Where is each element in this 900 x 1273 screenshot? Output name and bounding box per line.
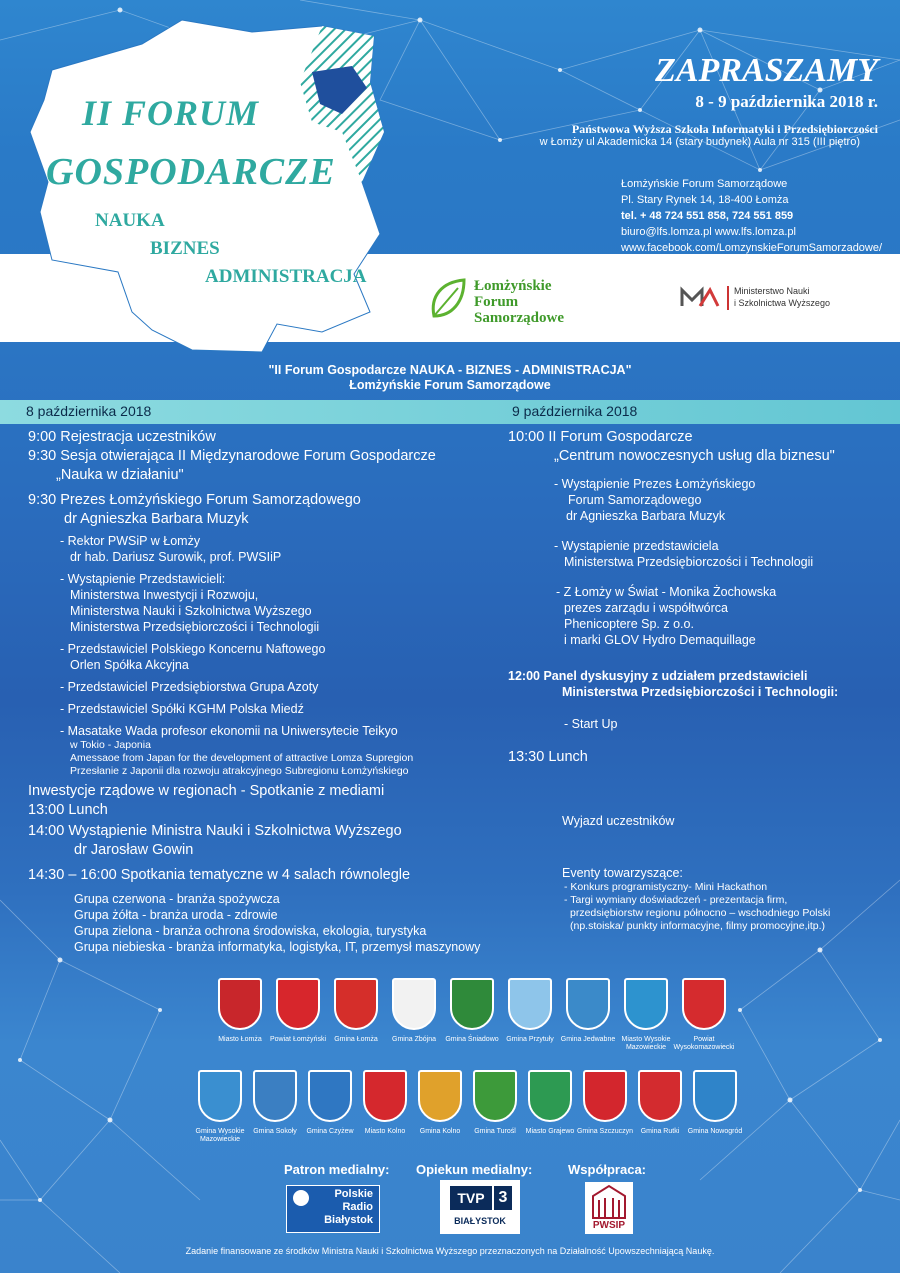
coat-of-arms-label: Gmina Zbójna	[392, 1036, 436, 1043]
lfs-logo-line: Samorządowe	[474, 310, 564, 326]
schedule-item: Ministerstwa Przedsiębiorczości i Technologii:	[562, 685, 839, 699]
radio-logo-text	[324, 1188, 373, 1227]
opiekun-label: Opiekun medialny:	[416, 1162, 533, 1177]
event-dates: 8 - 9 października 2018 r.	[695, 92, 878, 111]
ministry-logo-icon	[680, 286, 720, 308]
subtitle-administracja: ADMINISTRACJA	[205, 266, 367, 287]
schedule-item: - Z Łomży w Świat - Monika Żochowska	[556, 585, 777, 599]
schedule-item: - Konkurs programistyczny- Mini Hackathon	[564, 881, 768, 893]
schedule-item: (np.stoiska/ punkty informacyjne, filmy promocyjne,itp.)	[570, 920, 826, 932]
schedule-item: 13:30 Lunch	[508, 749, 588, 765]
contact-block	[621, 176, 882, 256]
schedule-item: w Tokio - Japonia	[70, 739, 151, 751]
coat-of-arms-icon	[450, 978, 494, 1030]
ministry-logo-text	[734, 285, 830, 309]
schedule-item: Ministerstwa Inwestycji i Rozwoju,	[70, 588, 259, 602]
coat-of-arms-icon	[334, 978, 378, 1030]
schedule-item: - Rektor PWSiP w Łomży	[60, 534, 201, 548]
title-line-2: GOSPODARCZE	[46, 151, 336, 193]
subtitle-nauka: NAUKA	[95, 210, 165, 231]
coat-of-arms-label: Miasto Wysokie Mazowieckie	[621, 1036, 671, 1051]
schedule-item: Forum Samorządowego	[568, 493, 702, 507]
patron-label: Patron medialny:	[284, 1162, 390, 1177]
radio-bialystok-logo	[286, 1185, 380, 1233]
schedule-item: - Wystąpienie Prezes Łomżyńskiego	[554, 477, 756, 491]
coat-of-arms-label: Gmina Kolno	[419, 1128, 461, 1135]
coat-of-arms-label: Gmina Łomża	[334, 1036, 378, 1043]
crests-row-2	[0, 1070, 900, 1160]
radio-logo-line: Polskie	[334, 1188, 373, 1200]
coat-of-arms-label: Gmina Przytuły	[506, 1036, 554, 1043]
schedule-item: 13:00 Lunch	[28, 802, 108, 818]
schedule-item: - Start Up	[564, 717, 618, 731]
tvp-box: TVP	[450, 1186, 492, 1210]
schedule-item: Ministerstwa Przedsiębiorczości i Technologii	[70, 620, 320, 634]
coat-of-arms-label: Gmina Turośl	[474, 1128, 516, 1135]
coat-of-arms-label: Gmina Nowogród	[687, 1128, 743, 1135]
tvp-city: BIAŁYSTOK	[454, 1216, 506, 1226]
subtitle-biznes: BIZNES	[150, 238, 220, 259]
schedule-item: 9:00 Rejestracja uczestników	[28, 429, 216, 445]
schedule-item: - Wystąpienie przedstawiciela	[554, 539, 719, 553]
schedule-item: 9:30 Sesja otwierająca II Międzynarodowe Forum Gospodarcze	[28, 448, 436, 464]
tvp-number: 3	[494, 1186, 512, 1210]
coat-of-arms-icon	[198, 1070, 242, 1122]
schedule-item: Eventy towarzyszące:	[562, 866, 683, 880]
schedule-item: Amessaoe from Japan for the development of attractive Lomza Supregion	[70, 752, 414, 764]
ministry-divider	[727, 286, 729, 310]
contact-address: Pl. Stary Rynek 14, 18-400 Łomża	[621, 194, 789, 206]
coat-of-arms-label: Gmina Jedwabne	[560, 1036, 616, 1043]
lfs-logo-text	[474, 278, 564, 326]
schedule-item: 14:30 – 16:00 Spotkania tematyczne w 4 salach równolegle	[28, 867, 411, 883]
coat-of-arms-label: Miasto Łomża	[218, 1036, 262, 1043]
schedule-item: 12:00 Panel dyskusyjny z udziałem przedstawicieli	[508, 669, 808, 683]
coat-of-arms-label: Gmina Czyżew	[306, 1128, 354, 1135]
schedule-item: Inwestycje rządowe w regionach - Spotkanie z mediami	[28, 783, 385, 799]
footer-note: Zadanie finansowane ze środków Ministra Nauki i Szkolnictwa Wyższego przeznaczonych na Działalność Upowszechniającą Naukę.	[185, 1246, 715, 1256]
coat-of-arms-icon	[308, 1070, 352, 1122]
schedule-item: i marki GLOV Hydro Demaquillage	[564, 633, 756, 647]
schedule-item: Ministerstwa Nauki i Szkolnictwa Wyższego	[70, 604, 312, 618]
coat-of-arms-label: Miasto Kolno	[364, 1128, 406, 1135]
coat-of-arms-icon	[682, 978, 726, 1030]
schedule-item: 10:00 II Forum Gospodarcze	[508, 429, 693, 445]
day2-date: 9 października 2018	[512, 403, 638, 419]
schedule-item: dr hab. Dariusz Surowik, prof. PWSIiP	[70, 550, 282, 564]
schedule-item: „Centrum nowoczesnych usług dla biznesu"	[554, 448, 835, 464]
schedule-item: dr Jarosław Gowin	[74, 842, 194, 858]
wspolpraca-label: Współpraca:	[568, 1162, 647, 1177]
schedule-item: - Przedstawiciel Spółki KGHM Polska Miedź	[60, 702, 304, 716]
day1-schedule	[28, 428, 508, 955]
coat-of-arms-icon	[566, 978, 610, 1030]
lfs-leaf-icon	[428, 276, 468, 322]
coat-of-arms-icon	[276, 978, 320, 1030]
schedule-item: Grupa czerwona - branża spożywcza	[74, 892, 280, 906]
radio-logo-line: Białystok	[324, 1214, 373, 1226]
pwsip-building-icon	[585, 1182, 633, 1222]
coat-of-arms-icon	[508, 978, 552, 1030]
coat-of-arms-label: Gmina Wysokie Mazowieckie	[195, 1128, 245, 1143]
schedule-item: Grupa żółta - branża uroda - zdrowie	[74, 908, 278, 922]
coat-of-arms-icon	[253, 1070, 297, 1122]
lfs-logo-line: Łomżyńskie	[474, 278, 552, 294]
schedule-item: 9:30 Prezes Łomżyńskiego Forum Samorządowego	[28, 492, 361, 508]
schedule-item: „Nauka w działaniu"	[56, 467, 184, 483]
coat-of-arms-icon	[363, 1070, 407, 1122]
schedule-item: - Masatake Wada profesor ekonomii na Uniwersytecie Teikyo	[60, 724, 398, 738]
contact-phone: tel. + 48 724 551 858, 724 551 859	[621, 210, 794, 222]
schedule-item: Grupa niebieska - branża informatyka, logistyka, IT, przemysł maszynowy	[74, 940, 481, 954]
coat-of-arms-icon	[392, 978, 436, 1030]
radio-icon	[293, 1190, 309, 1206]
schedule-item: Grupa zielona - branża ochrona środowiska, ekologia, turystyka	[74, 924, 427, 938]
schedule-item: Phenicoptere Sp. z o.o.	[564, 617, 694, 631]
event-title: "II Forum Gospodarcze NAUKA - BIZNES - ADMINISTRACJA"	[268, 363, 632, 377]
contact-org: Łomżyńskie Forum Samorządowe	[621, 178, 788, 190]
crests-row-1	[0, 978, 900, 1068]
schedule-item: - Przedstawiciel Polskiego Koncernu Naftowego	[60, 642, 326, 656]
radio-logo-line: Radio	[342, 1201, 373, 1213]
pwsip-logo	[585, 1182, 633, 1234]
schedule-item: 14:00 Wystąpienie Ministra Nauki i Szkolnictwa Wyższego	[28, 823, 402, 839]
day1-date: 8 października 2018	[26, 403, 152, 419]
coat-of-arms-label: Gmina Śniadowo	[445, 1036, 499, 1043]
coat-of-arms-icon	[418, 1070, 462, 1122]
invite-heading: ZAPRASZAMY	[655, 52, 878, 89]
schedule-item: Orlen Spółka Akcyjna	[70, 658, 189, 672]
tvp3-logo	[440, 1180, 520, 1234]
day2-schedule	[508, 428, 888, 933]
coat-of-arms-label: Gmina Rutki	[640, 1128, 680, 1135]
coat-of-arms-label: Miasto Grajewo	[525, 1128, 575, 1135]
venue-line-1: Państwowa Wyższa Szkoła Informatyki i Przedsiębiorczości	[571, 122, 878, 136]
schedule-item: Wyjazd uczestników	[562, 814, 675, 828]
schedule-item: przedsiębiorstw regionu północno – wschodniego Polski	[570, 907, 831, 919]
coat-of-arms-icon	[473, 1070, 517, 1122]
schedule-item: dr Agnieszka Barbara Muzyk	[566, 509, 726, 523]
lfs-logo-line: Forum	[474, 294, 519, 310]
schedule-item: dr Agnieszka Barbara Muzyk	[64, 511, 249, 527]
coat-of-arms-label: Gmina Szczuczyn	[576, 1128, 634, 1135]
ministry-logo-line: i Szkolnictwa Wyższego	[734, 298, 830, 308]
schedule-item: - Wystąpienie Przedstawicieli:	[60, 572, 226, 586]
coat-of-arms-icon	[693, 1070, 737, 1122]
schedule-item: - Przedstawiciel Przedsiębiorstwa Grupa Azoty	[60, 680, 319, 694]
schedule-item: - Targi wymiany doświadczeń - prezentacja firm,	[564, 894, 788, 906]
coat-of-arms-icon	[624, 978, 668, 1030]
coat-of-arms-icon	[218, 978, 262, 1030]
coat-of-arms-label: Powiat Wysokomazowiecki	[673, 1036, 735, 1051]
schedule-item: Przesłanie z Japonii dla rozwoju atrakcyjnego Subregionu Łomżyńskiego	[70, 765, 409, 777]
title-line-1: II FORUM	[82, 93, 260, 133]
contact-facebook[interactable]: www.facebook.com/LomzynskieForumSamorzadowe/	[621, 242, 883, 254]
pwsip-text: PWSIP	[592, 1220, 626, 1231]
coat-of-arms-icon	[583, 1070, 627, 1122]
coat-of-arms-label: Gmina Sokoły	[253, 1128, 297, 1135]
schedule-item: prezes zarządu i współtwórca	[564, 601, 728, 615]
venue-line-2: w Łomży ul Akademicka 14 (stary budynek) Aula nr 315 (III piętro)	[539, 136, 860, 148]
coat-of-arms-icon	[528, 1070, 572, 1122]
coat-of-arms-label: Powiat Łomżyński	[269, 1036, 327, 1043]
event-organizer: Łomżyńskie Forum Samorządowe	[349, 378, 551, 392]
coat-of-arms-icon	[638, 1070, 682, 1122]
schedule-item: Ministerstwa Przedsiębiorczości i Technologii	[564, 555, 814, 569]
contact-email-www[interactable]: biuro@lfs.lomza.pl www.lfs.lomza.pl	[621, 226, 796, 238]
ministry-logo-line: Ministerstwo Nauki	[734, 286, 810, 296]
